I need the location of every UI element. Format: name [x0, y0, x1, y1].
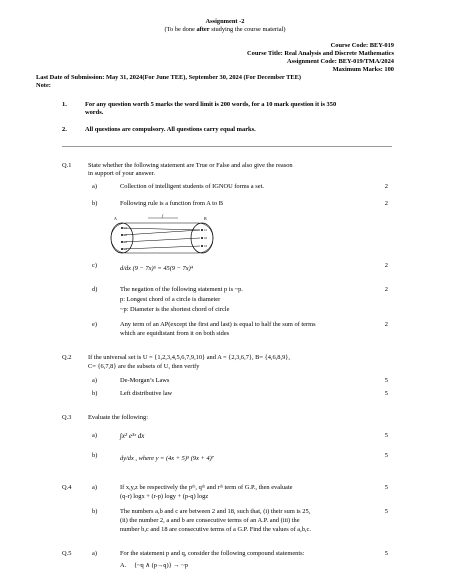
q3a-label: a) — [92, 432, 97, 439]
a-point — [121, 248, 123, 250]
q3a-integral: ∫x² e³ˣ dx — [120, 432, 145, 440]
q1-text: State whether the following statement are True or False and also give the reason — [88, 162, 293, 169]
b-point — [201, 245, 203, 247]
maximum-marks: Maximum Marks: 100 — [332, 66, 394, 73]
assignment-code: Assignment Code: BEY-019/TMA/2024 — [287, 58, 394, 65]
mapping-arrow — [123, 238, 200, 242]
a-point — [121, 241, 123, 243]
q1e-text: Any term of an AP(except the first and last) is equal to half the sum of terms — [120, 321, 316, 328]
q4b-text: The numbers a,b and c are between 2 and 18, such that, (i) their sum is 25, — [120, 508, 311, 515]
q1d-text: The negation of the following statement p is ~p. — [120, 286, 243, 293]
q2-text-cont: C= {6,7,8} are the subsets of U, then verify — [88, 363, 200, 370]
q1-text-cont: in support of your answer. — [88, 170, 155, 177]
q4a-text: If x,y,z be respectively the pᵗʰ, qᵗʰ and rᵗʰ term of G.P., then evaluate — [120, 484, 293, 491]
q2b-marks: 5 — [384, 390, 388, 397]
q4b-text-cont2: number b,c and 18 are consecutive terms of a G.P. Find the values of a,b,c. — [120, 526, 311, 533]
q2-number: Q.2 — [62, 354, 72, 361]
q2a-label: a) — [92, 377, 97, 384]
q1-number: Q.1 — [62, 162, 72, 169]
set-a-label: A — [114, 216, 117, 221]
q5a-label: a) — [92, 550, 97, 557]
q4b-marks: 5 — [384, 508, 388, 515]
q3b-marks: 5 — [384, 452, 388, 459]
b-item: b1 — [204, 228, 207, 232]
divider — [62, 146, 392, 147]
mapping-arrow — [123, 230, 200, 235]
assignment-subtitle: (To be done after studying the course material) — [164, 26, 286, 33]
q5-item-a-label: A. — [120, 562, 127, 569]
q1d-text-p: p: Longest chord of a circle is diameter — [120, 296, 221, 303]
mapping-arrow — [123, 246, 200, 249]
q1d-label: d) — [92, 286, 98, 293]
note-2-number: 2. — [62, 126, 67, 133]
q2a-text: De-Morgan’s Laws — [120, 377, 170, 384]
a-item: a1 — [124, 226, 127, 230]
q1a-label: a) — [92, 183, 97, 190]
q1e-label: e) — [92, 321, 97, 328]
q1b-label: b) — [92, 200, 98, 207]
q1c-label: c) — [92, 262, 97, 269]
q3b-derivative: dy/dx , where y = (4x + 5)⁵ (9x + 4)⁷ — [120, 455, 214, 462]
q3b-label: b) — [92, 452, 98, 459]
note-heading: Note: — [36, 82, 51, 89]
q5a-marks: 5 — [384, 550, 388, 557]
q4-number: Q.4 — [62, 484, 72, 491]
a-item: a4 — [124, 247, 127, 251]
course-title: Course Title: Real Analysis and Discrete Mathematics — [247, 50, 394, 57]
q1b-marks: 2 — [384, 200, 388, 207]
b-point — [201, 229, 203, 231]
q3a-marks: 5 — [384, 432, 388, 439]
q4a-expression: (q-r) logx + (r-p) logy + (p-q) logz — [120, 493, 209, 500]
q1c-marks: 2 — [384, 262, 388, 269]
set-b-label: B — [204, 216, 207, 221]
note-1-number: 1. — [62, 101, 67, 108]
a-point — [121, 227, 123, 229]
q1a-marks: 2 — [384, 183, 388, 190]
b-item: b2 — [204, 236, 207, 240]
q5-item-a-statement: {~q ∧ (p→q)} → ~p — [134, 562, 188, 569]
q5-number: Q.5 — [62, 550, 72, 557]
assignment-title: Assignment -2 — [205, 18, 245, 25]
q2b-text: Left distributive law — [120, 390, 173, 397]
a-point — [121, 234, 123, 236]
q1a-text: Collection of intelligent students of IGNOU forms a set. — [120, 183, 264, 190]
q2b-label: b) — [92, 390, 98, 397]
q1e-text-cont: which are equidistant from it on both sides — [120, 330, 230, 337]
q2a-marks: 5 — [384, 377, 388, 384]
b-point — [201, 237, 203, 239]
q1c-equation: d/dx (9 − 7x)⁵ = 45(9 − 7x)⁴ — [120, 265, 193, 272]
q4a-label: a) — [92, 484, 97, 491]
q1b-text: Following rule is a function from A to B — [120, 200, 223, 207]
note-1-text-cont: words. — [85, 109, 104, 116]
q1d-text-not-p: ~p: Diameter is the shortest chord of circle — [120, 306, 230, 313]
course-code: Course Code: BEY-019 — [330, 42, 394, 49]
q5a-text: For the statement p and q, consider the following compound statements: — [120, 550, 305, 557]
q3-number: Q.3 — [62, 414, 72, 421]
q4a-marks: 5 — [384, 484, 388, 491]
q1e-marks: 2 — [384, 321, 388, 328]
function-mapping-diagram — [108, 212, 218, 256]
note-1-text: For any question worth 5 marks the word limit is 200 words, for a 10 mark question it is 350 — [85, 101, 337, 108]
q2-text: If the universal set is U = {1,2,3,4,5,6,7,9,10} and A = {2,3,6,7}, B= {4,6,8,9}, — [88, 354, 290, 361]
q4b-text-cont: (ii) the number 2, a and b are consecutive terms of an A.P. and (iii) the — [120, 517, 300, 524]
mapping-arrow — [123, 228, 200, 230]
q3-text: Evaluate the following: — [88, 414, 148, 421]
map-f-label: f — [162, 213, 164, 218]
q4b-label: b) — [92, 508, 98, 515]
last-date-of-submission: Last Date of Submission: May 31, 2024(For June TEE), September 30, 2024 (For December TEE) — [36, 74, 302, 81]
note-2-text: All questions are compulsory. All questions carry equal marks. — [85, 126, 256, 133]
q1d-marks: 2 — [384, 286, 388, 293]
b-item: b3 — [204, 244, 207, 248]
